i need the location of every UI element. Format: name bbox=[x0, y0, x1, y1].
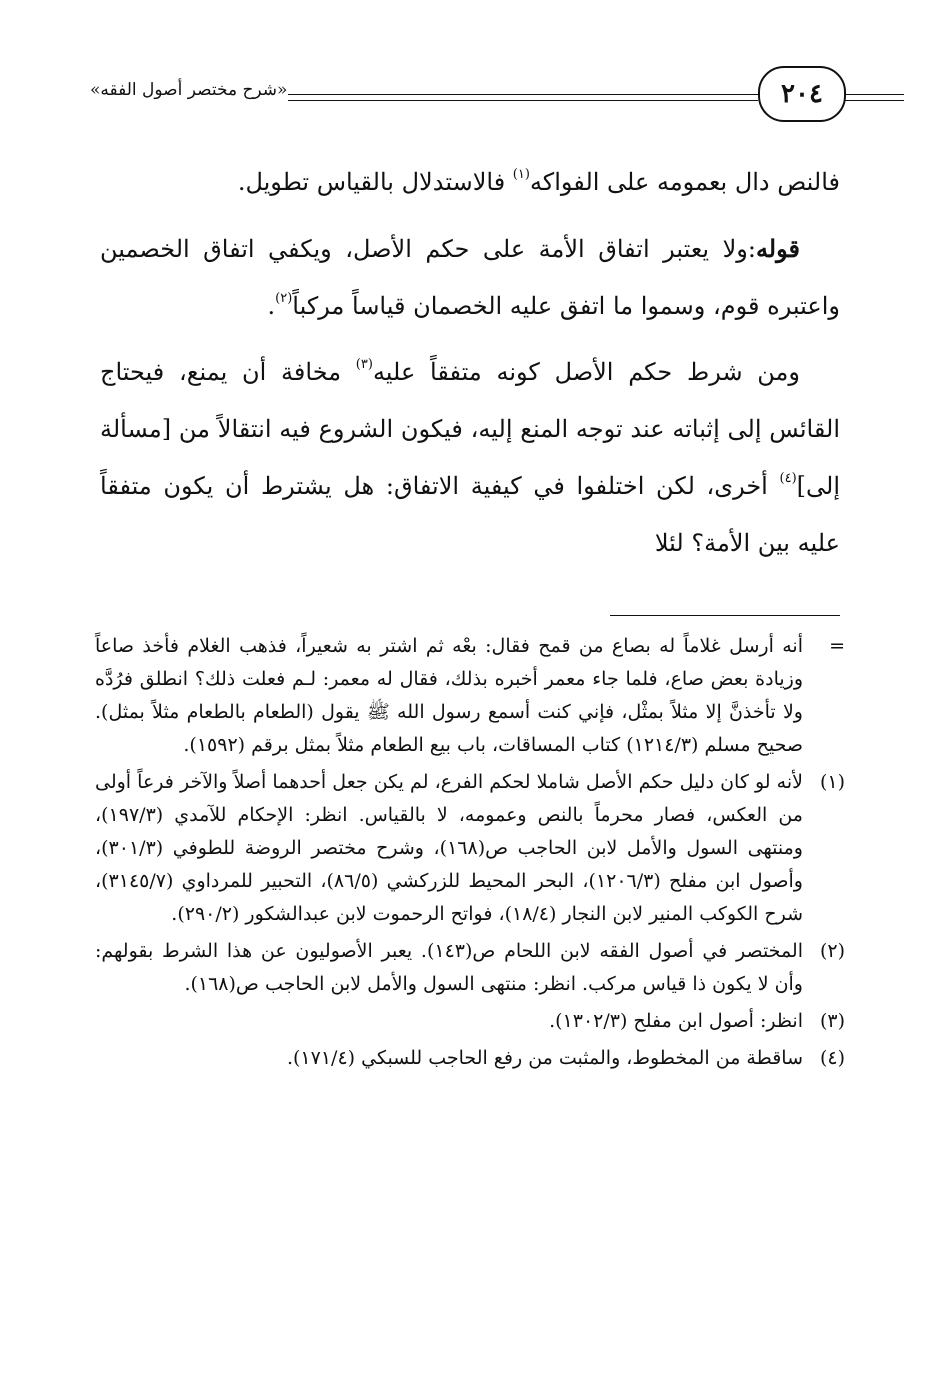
main-text bbox=[100, 154, 840, 581]
footnote-separator bbox=[610, 615, 840, 616]
footnote-marker: (٣) bbox=[819, 1010, 845, 1032]
footnote-ref-2[interactable]: (٢) bbox=[275, 291, 293, 306]
footnote-text: لأنه لو كان دليل حكم الأصل شاملا لحكم الفرع، لم يكن جعل أحدهما أصلاً والآخر فرعاً أولى من العكس، فصار محرماً بالنص وعمومه، لا بالقياس. انظر: الإحكام للآمدي (١٩٧/٣)، ومنتهى السول والأمل لابن الحاجب ص(١٦٨)، وشرح مختصر الروضة للطوفي (٣٠١/٣)، وأصول ابن مفلح (١٢٠٦/٣)، البحر المحيط للزركشي (٨٦/٥)، التحبير للمرداوي (٣١٤٥/٧)، شرح الكوكب المنير لابن النجار (١٨/٤)، فواتح الرحموت لابن عبدالشكور (٢٩٠/٢). bbox=[95, 771, 803, 925]
running-title: «شرح مختصر أصول الفقه» bbox=[90, 80, 288, 100]
footnote-marker: (٢) bbox=[819, 940, 845, 962]
quote-lead: قوله bbox=[755, 234, 800, 263]
footnotes bbox=[95, 630, 845, 1079]
footnote-text: ساقطة من المخطوط، والمثبت من رفع الحاجب للسبكي (١٧١/٤). bbox=[286, 1047, 803, 1069]
header-rule bbox=[288, 94, 758, 101]
footnote-4 bbox=[95, 1042, 845, 1075]
footnote-marker: = bbox=[829, 635, 845, 657]
footnote-2 bbox=[95, 935, 845, 1001]
footnote-ref-3[interactable]: (٣) bbox=[355, 357, 373, 372]
footnote-continuation bbox=[95, 630, 845, 762]
page-header bbox=[90, 66, 870, 126]
paragraph-2: قوله:ولا يعتبر اتفاق الأمة على حكم الأصل، ويكفي اتفاق الخصمين واعتبره قوم، وسموا ما اتفق عليه الخصمان قياساً مركباً$^{(٢)}$. bbox=[100, 234, 840, 320]
paragraph-1: فالنص دال بعمومه على الفواكه$^{(١)}$ فالاستدلال بالقياس تطويل. bbox=[237, 167, 840, 196]
footnote-text: أنه أرسل غلاماً له بصاع من قمح فقال: بعْه ثم اشتر به شعيراً، فذهب الغلام فأخذ صاعاً وزيادة بعض صاع، فلما جاء معمر أخبره بذلك، فقال له معمر: لـم فعلت ذلك؟ انطلق فرُدَّه ولا تأخذنَّ إلا مثلاً بمثْل، فإني كنت أسمع رسول الله ﷺ يقول (الطعام بالطعام مثلاً بمثل). صحيح مسلم (١٢١٤/٣) كتاب المساقات، باب بيع الطعام مثلاً بمثل برقم (١٥٩٢). bbox=[95, 635, 803, 756]
footnote-ref-1[interactable]: (١) bbox=[512, 167, 530, 182]
footnote-3 bbox=[95, 1005, 845, 1038]
footnote-1 bbox=[95, 766, 845, 931]
footnote-text: المختصر في أصول الفقه لابن اللحام ص(١٤٣). يعبر الأصوليون عن هذا الشرط بقولهم: وأن لا يكون ذا قياس مركب. انظر: منتهى السول والأمل لابن الحاجب ص(١٦٨). bbox=[95, 940, 803, 995]
header-rule-short bbox=[842, 94, 904, 101]
page-number-badge: ٢٠٤ bbox=[758, 66, 846, 122]
footnote-ref-4[interactable]: (٤) bbox=[779, 471, 797, 486]
paragraph-3: ومن شرط حكم الأصل كونه متفقاً عليه$^{(٣)}$ مخافة أن يمنع، فيحتاج القائس إلى إثباته عند توجه المنع إليه، فيكون الشروع فيه انتقالاً من [مسألة إلى]$^{(٤)}$ أخرى، لكن اختلفوا في كيفية الاتفاق: هل يشترط أن يكون متفقاً عليه بين الأمة؟ لئلا bbox=[100, 357, 841, 557]
footnote-text: انظر: أصول ابن مفلح (١٣٠٢/٣). bbox=[549, 1010, 803, 1032]
footnote-marker: (٤) bbox=[819, 1047, 845, 1069]
footnote-marker: (١) bbox=[819, 771, 845, 793]
